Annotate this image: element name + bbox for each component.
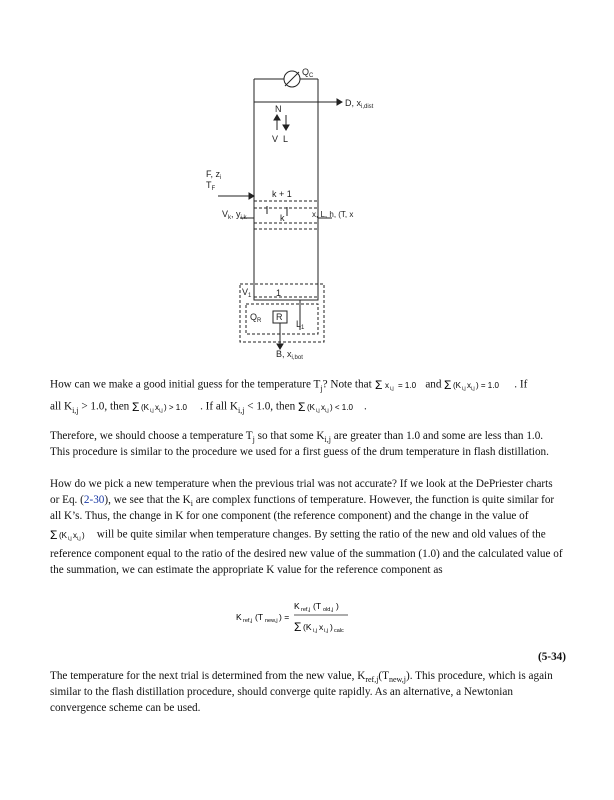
svg-text:): ) <box>330 622 333 632</box>
svg-text:i,j: i,j <box>471 386 475 392</box>
svg-text:(K: (K <box>303 622 312 632</box>
p3-text-a: How do we pick a new temperature when the previous trial was not accurate? If we look at the DePriester charts or Eq. ( <box>50 478 553 506</box>
stage-1-label: 1 <box>276 288 282 298</box>
v1-sub: 1 <box>248 293 252 299</box>
svg-text:ref,j: ref,j <box>243 618 253 624</box>
p1-text-c: and <box>425 378 442 391</box>
p4-text-b: (T <box>378 670 389 682</box>
svg-text:) =: ) = <box>279 612 290 622</box>
v1-label: V <box>242 287 249 297</box>
l1-label: L <box>296 319 302 329</box>
svg-text:x: x <box>155 403 160 412</box>
p3-text-d: will be quite similar when temperature changes. By setting the ratio of the new and old values of the reference component equal to the ratio of the desired new value of the summation (1.0) and the calculated value of the summation, we can estimate the appropriate K value for the reference component as <box>50 528 563 576</box>
svg-text:(T: (T <box>255 612 264 622</box>
svg-text:i,j: i,j <box>68 536 72 542</box>
svg-text:Σ: Σ <box>444 378 452 392</box>
yik-label: , y <box>231 209 241 219</box>
svg-text:K: K <box>294 601 300 611</box>
p1-sub-e: i,j <box>72 405 79 415</box>
svg-text:D, xi,dist <box>345 98 374 110</box>
svg-text:L1 <box>296 319 305 331</box>
qr-label: Q <box>250 312 258 322</box>
l1-sub: 1 <box>301 325 305 331</box>
vapor-label: V <box>272 134 279 144</box>
svg-text:Σ: Σ <box>50 528 58 542</box>
p1-sub-a: j <box>320 383 323 393</box>
liquid-label: L <box>283 134 289 144</box>
paragraph-choose-temperature <box>50 428 564 460</box>
p1-text-h: < 1.0, then <box>244 400 296 413</box>
svg-text:i,j: i,j <box>324 408 329 414</box>
sum-kx-gt-equation <box>132 396 200 418</box>
svg-text:(K: (K <box>306 403 315 412</box>
paragraph-new-temperature <box>50 476 564 578</box>
p1-text-i: . <box>363 400 367 413</box>
p2-text-b: so that some K <box>254 430 325 442</box>
right-stream-x2: , x <box>344 210 354 219</box>
sum-kx-inline <box>50 524 94 546</box>
distillate-label: D, x <box>345 98 362 108</box>
p4-text-a: The temperature for the next trial is determined from the new value, K <box>50 670 366 682</box>
svg-text:(K: (K <box>141 403 150 412</box>
equation-number: (5-34) <box>538 651 566 663</box>
p1-text-a: How can we make a good initial guess for the temperature T <box>50 378 321 391</box>
feed-temp-sub: F <box>211 186 216 192</box>
sum-x-equation <box>375 374 423 396</box>
svg-text:x: x <box>320 403 325 412</box>
svg-text:new,j: new,j <box>265 618 278 624</box>
svg-text:old,j: old,j <box>323 607 334 613</box>
svg-text:Σ: Σ <box>374 378 382 392</box>
svg-text:) > 1.0: ) > 1.0 <box>164 403 187 412</box>
stage-k-label: k <box>280 213 285 223</box>
svg-text:Σ: Σ <box>132 400 140 414</box>
reboiler-label: R <box>276 312 283 322</box>
sum-kx-lt-equation <box>298 396 364 418</box>
svg-text:i,j: i,j <box>313 628 317 634</box>
svg-text:x: x <box>73 531 77 540</box>
svg-text:x: x <box>384 381 389 390</box>
svg-text:): ) <box>82 531 85 540</box>
stage-k-plus-1-label: k + 1 <box>272 189 292 199</box>
qc-sub: C <box>309 73 314 79</box>
distillate-sub: i,dist <box>361 104 374 110</box>
svg-text:QR <box>250 312 262 324</box>
p3-sub-b: i <box>190 499 193 509</box>
equation-5-34 <box>236 598 376 642</box>
svg-text:ref,j: ref,j <box>301 607 311 613</box>
p1-text-d: . If <box>514 378 528 391</box>
svg-text:i,j: i,j <box>150 408 154 414</box>
bottoms-sub: i,bot <box>291 355 303 361</box>
right-stream-x: x <box>312 210 316 219</box>
p4-sub-b: new,j <box>388 675 407 685</box>
feed-sub: i <box>220 175 222 181</box>
p2-text-c: are greater than 1.0 and some are less than 1.0. This procedure is similar to the procedure we used for a first guess of the drum temperature in flash distillation. <box>50 430 549 458</box>
svg-text:(K: (K <box>453 381 462 390</box>
svg-text:Σ: Σ <box>297 400 306 414</box>
svg-text:): ) <box>336 601 339 611</box>
p1-text-b: ? Note that <box>322 378 372 391</box>
p3-text-b: ), we see that the K <box>104 494 191 506</box>
svg-text:TF <box>206 180 216 192</box>
right-stream-h: , h <box>324 210 334 219</box>
p1-text-g: . If all K <box>200 400 238 413</box>
paragraph-next-trial <box>50 668 564 716</box>
right-stream-t: , (T <box>333 210 345 219</box>
p1-text-e: all K <box>50 400 73 413</box>
svg-text:) = 1.0: ) = 1.0 <box>476 381 500 390</box>
svg-text:x: x <box>467 381 472 390</box>
vk-sub: k <box>228 215 232 221</box>
svg-text:B, xi,bot <box>276 349 303 361</box>
vk-label: V <box>222 209 229 219</box>
svg-text:i,j: i,j <box>389 386 394 392</box>
p1-text-f: > 1.0, then <box>78 400 130 413</box>
svg-text:x, L, h, (T, x <box>312 210 353 219</box>
svg-text:i,j: i,j <box>324 628 328 634</box>
p3-text-c: are complex functions of temperature. However, the function is quite similar for all K’s. Thus, the change in K for one component (the reference component) and the change in the value of <box>50 494 555 522</box>
right-stream-l: , L <box>316 210 325 219</box>
svg-text:QC <box>302 67 314 79</box>
p4-sub-a: ref,j <box>365 675 379 685</box>
svg-text:K: K <box>236 612 242 622</box>
p4-text-c: ). This procedure, which is again similar to the flash distillation procedure, should converge quite rapidly. As an alternative, a Newtonian convergence scheme can be used. <box>50 670 553 714</box>
svg-text:i,j: i,j <box>77 536 81 542</box>
paragraph-initial-guess <box>50 374 564 418</box>
feed-temp-label: T <box>206 180 212 190</box>
svg-text:) < 1.0: ) < 1.0 <box>329 403 353 412</box>
svg-text:i,j: i,j <box>159 408 163 414</box>
svg-text:Σ: Σ <box>294 620 302 634</box>
top-stage-label: N <box>275 104 282 114</box>
svg-text:calc: calc <box>334 628 344 634</box>
yik-sub: i,k <box>240 215 247 221</box>
svg-text:i,j: i,j <box>462 386 466 392</box>
svg-text:Vk, yi,k <box>222 209 248 221</box>
p2-sub-a: j <box>252 435 255 445</box>
svg-text:= 1.0: = 1.0 <box>397 381 416 390</box>
distillation-column-diagram <box>0 0 614 370</box>
p2-text-a: Therefore, we should choose a temperature T <box>50 430 253 442</box>
qr-sub: R <box>257 318 262 324</box>
feed-label: F, z <box>206 169 221 179</box>
svg-text:(T: (T <box>313 601 322 611</box>
svg-text:i,j: i,j <box>315 408 320 414</box>
svg-text:V1 <box>242 287 252 299</box>
svg-text:(K: (K <box>59 531 67 540</box>
equation-link[interactable]: 2-30 <box>83 494 105 506</box>
bottoms-label: B, x <box>276 349 292 359</box>
qc-label: Q <box>302 67 310 77</box>
sum-kx-equation <box>444 374 514 396</box>
svg-text:x: x <box>319 622 324 632</box>
p1-sub-g: i,j <box>237 405 245 415</box>
p2-sub-b: i,j <box>324 435 331 445</box>
